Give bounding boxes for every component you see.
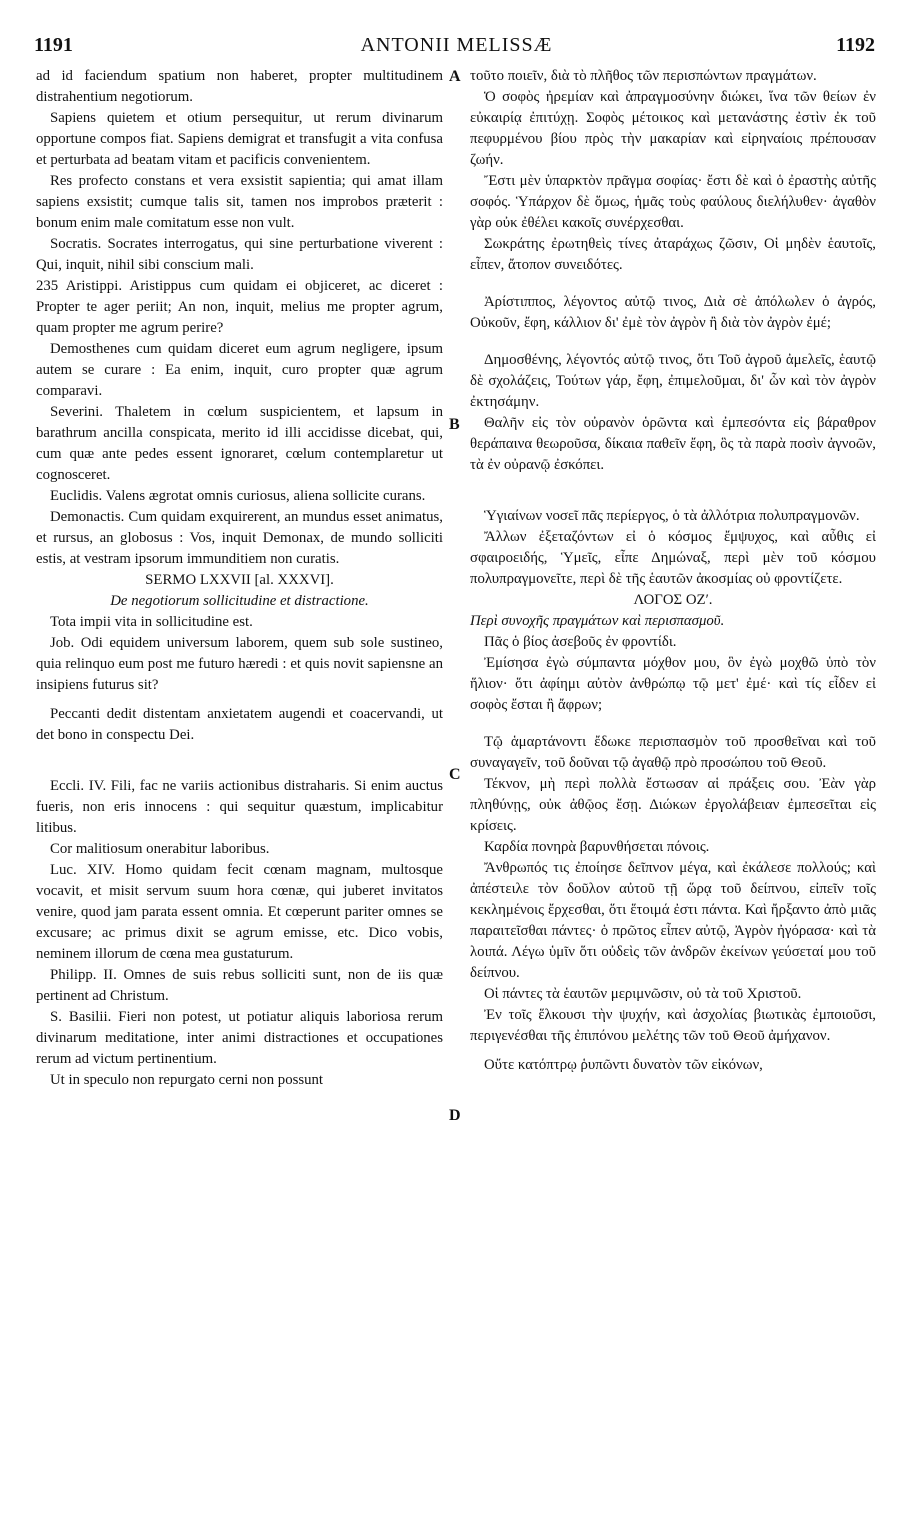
latin-paragraph: Peccanti dedit distentam anxietatem augendi et coacervandi, ut det bono in conspectu Dei. [36, 706, 443, 743]
greek-paragraph: Τῷ ἁμαρτάνοντι ἔδωκε περισπασμὸν τοῦ προσθεῖναι καὶ τοῦ συναγαγεῖν, τοῦ δοῦναι τῷ ἀγαθῷ πρὸ προσώπου τοῦ Θεοῦ. [470, 734, 876, 771]
latin-paragraph: Eccli. IV. Fili, fac ne variis actionibus distraharis. Si enim auctus fueris, non eris innocens : qui sequitur quæstum, implicabitur litibus. [36, 778, 443, 836]
greek-paragraph: Ἀρίστιππος, λέγοντος αὐτῷ τινος, Διὰ σὲ ἀπόλωλεν ὁ ἀγρός, Οὐκοῦν, ἔφη, κάλλιον δι' ἐμὲ τὸν ἀγρὸν ἢ διὰ τὸν ἀγρὸν ἐμέ; [470, 294, 876, 331]
latin-paragraph: Demosthenes cum quidam diceret eum agrum negligere, ipsum autem se curare : Ea enim, inquit, curo propter quæ agrum comparavi. [36, 341, 443, 399]
greek-logos-subtitle: Περὶ συνοχῆς πραγμάτων καὶ περισπασμοῦ. [470, 613, 725, 629]
latin-paragraph: Job. Odi equidem universum laborem, quem sub sole sustineo, quia relinquo eum post me futuro hæredi : et quis novit sapiensne an insipiens futurus sit? [36, 635, 443, 693]
latin-paragraph: Luc. XIV. Homo quidam fecit cœnam magnam, multosque vocavit, et misit servum suum hora cœnæ, qui juberet invitatos venire, quod jam parata essent omnia. Et cœperunt pariter omnes se excusare; ac primus dixit se agrum emisse, etc. Dico vobis, neminem illorum de cœna mea gustaturum. [36, 862, 443, 962]
running-title: ANTONII MELISSÆ [360, 34, 553, 56]
greek-paragraph: Ὁ σοφὸς ἠρεμίαν καὶ ἀπραγμοσύνην διώκει, ἵνα τῶν θείων ἐν εὐκαιρίᾳ ἐπιτύχῃ. Σοφὸς μέτοικος καὶ μετανάστης ἐστὶν ἐκ τοῦ πεφυρμένου βίου πρὸς τὴν μακαρίαν καὶ εἰρηναίοις πρέπουσαν ζωήν. [470, 89, 876, 168]
latin-paragraph: 235 Aristippi. Aristippus cum quidam ei objiceret, ac diceret : Propter te ager periit; An non, inquit, melius me propter agrum, quam propter me agrum perire? [36, 278, 443, 336]
latin-paragraph: Sapiens quietem et otium persequitur, ut rerum divinarum opportune compos fiat. Sapiens demigrat et transfugit a vita confusa et perturbata ad beatam vitam et pacificis convenientem. [36, 110, 443, 168]
greek-paragraph: Ἄνθρωπός τις ἐποίησε δεῖπνον μέγα, καὶ ἐκάλεσε πολλούς; καὶ ἀπέστειλε τὸν δοῦλον αὐτοῦ τῇ ὥρᾳ τοῦ δείπνου, εἰπεῖν τοῖς κεκλημένοις ἔρχεσθαι, ὅτι ἕτοιμά ἐστι πάντα. Καὶ ἤρξαντο ἀπὸ μιᾶς παραιτεῖσθαι πάντες· ὁ πρῶτος εἶπεν αὐτῷ, Ἀγρὸν ἠγόρασα· καὶ τὰ λοιπά. Λέγω ὑμῖν ὅτι οὐδεὶς τῶν ἀνδρῶν ἐκείνων γεύσεταί μου τοῦ δείπνου. [470, 860, 876, 981]
latin-column [36, 66, 443, 1091]
greek-paragraph: Ἄλλων ἐξεταζόντων εἰ ὁ κόσμος ἔμψυχος, καὶ αὖθις εἰ σφαιροειδής, Ὑμεῖς, εἶπε Δημώναξ, περὶ μὲν τοῦ κόσμου πολυπραγμονεῖτε, περὶ δὲ τῆς ἑαυτῶν ἀκοσμίας οὐ φροντίζετε. [470, 529, 876, 587]
page-number-left: 1191 [34, 34, 73, 56]
greek-paragraph: Ἐμίσησα ἐγὼ σύμπαντα μόχθον μου, ὃν ἐγὼ μοχθῶ ὑπὸ τὸν ἥλιον· ὅτι ἀφίημι αὐτὸν ἀνθρώπῳ τῷ μετ' ἐμέ· καὶ τίς εἶδεν εἰ σοφὸς ἔσται ἢ ἄφρων; [470, 655, 876, 713]
latin-paragraph: ad id faciendum spatium non haberet, propter multitudinem distrahentium negotiorum. [36, 68, 443, 105]
latin-paragraph: Res profecto constans et vera exsistit sapientia; qui amat illam sapiens exsistit; cumque talis sit, tamen nos improbos præterit : bonum enim male comitatum esse non vult. [36, 173, 443, 231]
latin-paragraph: Philipp. II. Omnes de suis rebus solliciti sunt, non de iis quæ pertinent ad Christum. [36, 967, 443, 1004]
latin-paragraph: S. Basilii. Fieri non potest, ut potiatur aliquis laboriosa rerum divinarum meditatione, inter animi distractiones et occupationes rerum ad victum pertinentium. [36, 1009, 443, 1067]
margin-letter-a: A [449, 68, 461, 85]
greek-paragraph: Θαλῆν εἰς τὸν οὐρανὸν ὁρῶντα καὶ ἐμπεσόντα εἰς βάραθρον θεράπαινα θεωροῦσα, δίκαια παθεῖν ἔφη, ὃς τὰ παρὰ ποσὶν ἀγνοῶν, τὰ ἐν οὐρανῷ ἐσκόπει. [470, 415, 876, 473]
greek-paragraph: Ὑγιαίνων νοσεῖ πᾶς περίεργος, ὁ τὰ ἀλλότρια πολυπραγμονῶν. [484, 508, 860, 524]
latin-paragraph: Ut in speculo non repurgato cerni non possunt [50, 1072, 324, 1088]
page-number-right: 1192 [836, 34, 875, 56]
latin-sermon-subtitle: De negotiorum sollicitudine et distractione. [110, 593, 369, 609]
greek-column [470, 66, 876, 1076]
greek-paragraph: Οὔτε κατόπτρῳ ῥυπῶντι δυνατὸν τῶν εἰκόνων, [484, 1057, 763, 1073]
latin-paragraph: Tota impii vita in sollicitudine est. [50, 614, 253, 630]
latin-paragraph: Socratis. Socrates interrogatus, qui sine perturbatione viverent : Qui, inquit, nihil sibi conscium mali. [36, 236, 443, 273]
latin-sermon-heading: SERMO LXXVII [al. XXXVI]. [145, 572, 334, 588]
margin-letter-d: D [449, 1107, 461, 1124]
greek-paragraph: Ἔστι μὲν ὑπαρκτὸν πρᾶγμα σοφίας· ἔστι δὲ καὶ ὁ ἐραστὴς αὐτῆς σοφός. Ὑπάρχον δὲ ὅμως, ἡμᾶς τοὺς φαύλους διελήλυθεν· ἀγαθὸν γὰρ οὐκ ἐθέλει κακοῖς συνέρχεσθαι. [470, 173, 876, 231]
latin-paragraph: Severini. Thaletem in cœlum suspicientem, et lapsum in barathrum ancilla conspicata, merito id illi accidisse dicebat, qui, cum quæ ante pedes essent ignoraret, cœlum contemplaretur ut cognosceret. [36, 404, 443, 483]
greek-paragraph: Σωκράτης ἐρωτηθεὶς τίνες ἀταράχως ζῶσιν, Οἱ μηδὲν ἑαυτοῖς, εἶπεν, ἄτοπον συνειδότες. [470, 236, 876, 273]
latin-paragraph: Cor malitiosum onerabitur laboribus. [50, 841, 270, 857]
greek-paragraph: τοῦτο ποιεῖν, διὰ τὸ πλῆθος τῶν περισπώντων πραγμάτων. [470, 68, 817, 84]
margin-letter-c: C [449, 766, 461, 783]
greek-paragraph: Δημοσθένης, λέγοντός αὐτῷ τινος, ὅτι Τοῦ ἀγροῦ ἀμελεῖς, ἑαυτῷ δὲ σχολάζεις, Τούτων γάρ, ἔφη, ἐπιμελοῦμαι, δι' ὧν καὶ τὸν ἀγρὸν ἐκτησάμην. [470, 352, 876, 410]
latin-paragraph: Euclidis. Valens ægrotat omnis curiosus, aliena sollicite curans. [50, 488, 426, 504]
greek-logos-heading: ΛΟΓΟΣ ΟΖʹ. [633, 592, 713, 608]
greek-paragraph: Τέκνον, μὴ περὶ πολλὰ ἔστωσαν αἱ πράξεις σου. Ἐὰν γὰρ πληθύνῃς, οὐκ ἀθῷος ἔσῃ. Διώκων ἐργολάβειαν ἐμπεσεῖται εἰς κρίσεις. [470, 776, 876, 834]
greek-paragraph: Καρδία πονηρὰ βαρυνθήσεται πόνοις. [484, 839, 710, 855]
greek-paragraph: Οἱ πάντες τὰ ἑαυτῶν μεριμνῶσιν, οὐ τὰ τοῦ Χριστοῦ. [484, 986, 802, 1002]
margin-letter-b: B [449, 416, 460, 433]
greek-paragraph: Ἐν τοῖς ἕλκουσι τὴν ψυχήν, καὶ ἀσχολίας βιωτικὰς ἐμποιοῦσι, περιγενέσθαι τῆς ἐπιπόνου μελέτης τῶν τοῦ Θεοῦ ἀμήχανον. [470, 1007, 876, 1044]
greek-paragraph: Πᾶς ὁ βίος ἀσεβοῦς ἐν φροντίδι. [484, 634, 677, 650]
latin-paragraph: Demonactis. Cum quidam exquirerent, an mundus esset animatus, et rursus, an globosus : Vos, inquit Demonax, de mundo solliciti estis, at vestram ipsorum immunditiem non curatis. [36, 509, 443, 567]
